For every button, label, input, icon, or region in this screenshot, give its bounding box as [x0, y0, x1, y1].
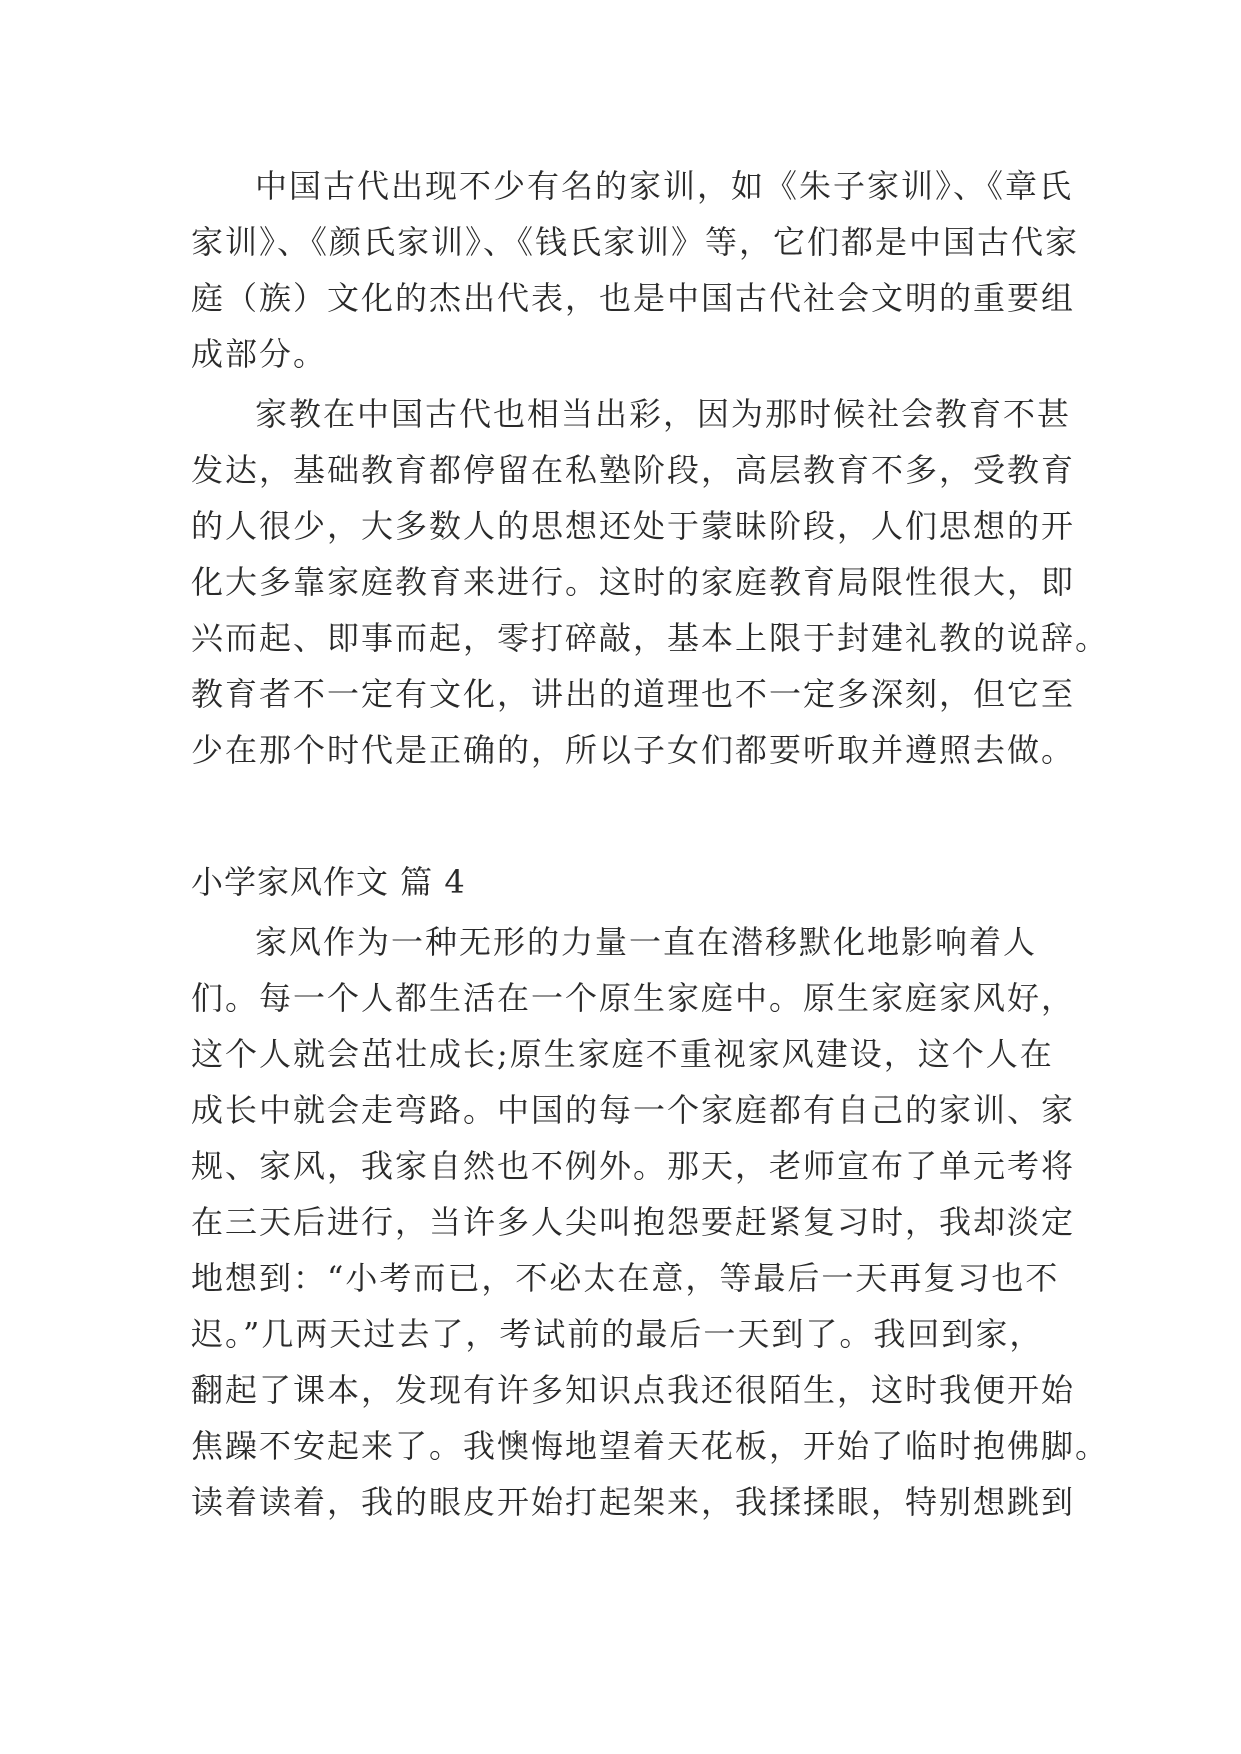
paragraph-line: 翻起了课本，发现有许多知识点我还很陌生，这时我便开始 — [191, 1371, 1076, 1409]
paragraph-line: 兴而起、即事而起，零打碎敲，基本上限于封建礼教的说辞。 — [191, 619, 1110, 657]
section-heading: 小学家风作文 篇 4 — [191, 863, 466, 901]
paragraph-line: 庭（族）文化的杰出代表，也是中国古代社会文明的重要组 — [191, 279, 1076, 317]
paragraph-line: 发达，基础教育都停留在私塾阶段，高层教育不多，受教育 — [191, 451, 1076, 489]
paragraph-line: 化大多靠家庭教育来进行。这时的家庭教育局限性很大，即 — [191, 563, 1076, 601]
paragraph-line: 地想到：“小考而已，不必太在意，等最后一天再复习也不 — [191, 1259, 1060, 1297]
paragraph-line: 在三天后进行，当许多人尖叫抱怨要赶紧复习时，我却淡定 — [191, 1203, 1076, 1241]
paragraph-line: 少在那个时代是正确的，所以子女们都要听取并遵照去做。 — [191, 731, 1076, 769]
paragraph-family-education — [191, 386, 1110, 778]
paragraph-line: 家训》、《颜氏家训》、《钱氏家训》等，它们都是中国古代家 — [191, 223, 1080, 261]
section-heading-block — [191, 854, 1071, 910]
paragraph-line: 家风作为一种无形的力量一直在潜移默化地影响着人 — [255, 923, 1038, 961]
paragraph-line: 们。每一个人都生活在一个原生家庭中。原生家庭家风好， — [191, 979, 1076, 1017]
paragraph-family-style — [191, 914, 1110, 1530]
paragraph-line: 焦躁不安起来了。我懊悔地望着天花板，开始了临时抱佛脚。 — [191, 1427, 1110, 1465]
paragraph-line: 这个人就会茁壮成长;原生家庭不重视家风建设，这个人在 — [191, 1035, 1054, 1073]
paragraph-line: 的人很少，大多数人的思想还处于蒙昧阶段，人们思想的开 — [191, 507, 1076, 545]
paragraph-line: 成长中就会走弯路。中国的每一个家庭都有自己的家训、家 — [191, 1091, 1076, 1129]
paragraph-family-precepts — [191, 158, 1080, 382]
paragraph-line: 成部分。 — [191, 335, 328, 373]
paragraph-line: 读着读着，我的眼皮开始打起架来，我揉揉眼，特别想跳到 — [191, 1483, 1076, 1521]
paragraph-line: 中国古代出现不少有名的家训，如《朱子家训》、《章氏 — [255, 167, 1074, 205]
paragraph-line: 教育者不一定有文化，讲出的道理也不一定多深刻，但它至 — [191, 675, 1076, 713]
paragraph-line: 迟。”几两天过去了，考试前的最后一天到了。我回到家， — [191, 1315, 1044, 1353]
paragraph-line: 家教在中国古代也相当出彩，因为那时候社会教育不甚 — [255, 395, 1072, 433]
paragraph-line: 规、家风，我家自然也不例外。那天，老师宣布了单元考将 — [191, 1147, 1076, 1185]
